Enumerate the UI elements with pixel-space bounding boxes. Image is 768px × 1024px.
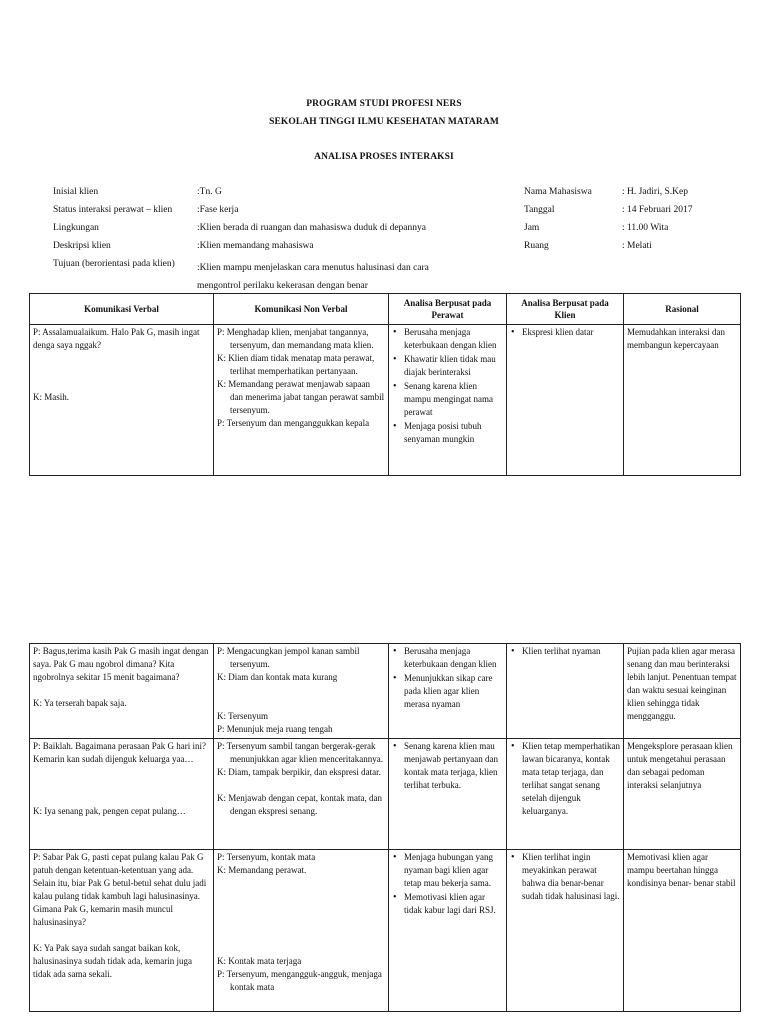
spacer (217, 929, 385, 955)
list-item: • Senang karena klien mau menjawab pertanyaan dan kontak mata terjaga, klien terlihat terbuka. (392, 740, 503, 792)
document-title: ANALISA PROSES INTERAKSI (314, 152, 454, 162)
list-item: • Ekspresi klien datar (510, 326, 620, 339)
bullet-list (392, 326, 503, 446)
verbal-text: K: Masih. (33, 392, 69, 402)
interaction-table-continued (29, 643, 741, 1012)
non-verbal-text: P: Tersenyum, mengangguk-angguk, menjaga kontak mata (217, 969, 382, 992)
list-item: • Menjaga hubungan yang nyaman bagi klien agar tetap mau bekerja sama. (392, 851, 503, 890)
verbal-text: K: Iya senang pak, pengen cepat pulang… (33, 806, 186, 816)
bullet-list (510, 645, 620, 658)
non-verbal-cell (214, 850, 389, 1012)
analisa-perawat-cell (389, 644, 507, 739)
spacer (33, 929, 210, 942)
info-row (53, 241, 713, 259)
header-verbal: Komunikasi Verbal (30, 294, 214, 325)
list-item: • Menjaga posisi tubuh senyaman mungkin (392, 420, 503, 446)
deskripsi-label: Deskripsi klien (53, 241, 111, 251)
rasional-cell: Pujian pada klien agar merasa senang dan mau berinteraksi lebih lanjut. Penentuan tempat dan waktu sesuai keinginan klien sehingga tidak mengganggu. (624, 644, 741, 739)
table-row (30, 739, 741, 850)
rasional-cell: Mengeksplore perasaan klien untuk mengetahui perasaan dan sebagai pedoman interaksi selanjutnya (624, 739, 741, 850)
header-analisa-perawat: Analisa Berpusat pada Perawat (389, 294, 507, 325)
inisial-value: :Tn. G (197, 187, 222, 197)
info-row (53, 205, 713, 223)
table-row (30, 325, 741, 476)
spacer (33, 792, 210, 805)
verbal-cell (30, 644, 214, 739)
spacer (33, 766, 210, 792)
list-item: • Berusaha menjaga keterbukaan dengan klien (392, 645, 503, 671)
non-verbal-cell (214, 739, 389, 850)
verbal-text: P: Assalamualaikum. Halo Pak G, masih ingat denga saya nggak? (33, 327, 200, 350)
nama-label: Nama Mahasiswa (524, 187, 592, 197)
list-item: • Klien terlihat ingin meyakinkan perawat bahwa dia benar-benar sudah tidak halusinasi lagi. (510, 851, 620, 903)
analisa-klien-cell (507, 739, 624, 850)
rasional-cell: Memotivasi klien agar mampu beertahan hingga kondisinya benar- benar stabil (624, 850, 741, 1012)
rasional-cell: Memudahkan interaksi dan membangun kepercayaan (624, 325, 741, 476)
analisa-perawat-cell (389, 850, 507, 1012)
non-verbal-text: P: Menunjuk meja ruang tengah (217, 724, 333, 734)
verbal-text: K: Ya Pak saya sudah sangat baikan kok, halusinasinya sudah tidak ada, kemarin juga tidak ada sama sekali. (33, 943, 192, 979)
tujuan-value: :Klien mampu menjelaskan cara menutus halusinasi dan cara mengontrol perilaku kekerasan dengan benar (197, 263, 429, 291)
list-item: • Berusaha menjaga keterbukaan dengan klien (392, 326, 503, 352)
non-verbal-text: K: Memandang perawat. (217, 865, 307, 875)
list-item: • Klien tetap memperhatikan lawan bicaranya, kontak mata tetap terjaga, dan terlihat sangat senang setelah dijenguk keluarganya. (510, 740, 620, 818)
spacer (33, 378, 210, 391)
non-verbal-text: P: Tersenyum dan menganggukkan kepala (217, 418, 370, 428)
verbal-text: P: Baiklah. Bagaimana perasaan Pak G hari ini? Kemarin kan sudah dijenguk keluarga yaa… (33, 741, 206, 764)
spacer (33, 684, 210, 697)
list-item: • Khawatir klien tidak mau diajak berinteraksi (392, 353, 503, 379)
info-row (53, 259, 713, 291)
verbal-cell (30, 850, 214, 1012)
verbal-text: K: Ya terserah bapak saja. (33, 698, 127, 708)
non-verbal-text: K: Diam, tampak berpikir, dan ekspresi datar. (217, 767, 381, 777)
non-verbal-text: K: Memandang perawat menjawab sapaan dan menerima jabat tangan perawat sambil tersenyum. (217, 379, 385, 415)
interaction-table (29, 293, 741, 476)
analisa-klien-cell (507, 644, 624, 739)
bullet-list (510, 740, 620, 818)
list-item: • Senang karena klien mampu mengingat nama perawat (392, 380, 503, 419)
table-row (30, 644, 741, 739)
deskripsi-value: :Klien memandang mahasiswa (197, 241, 314, 251)
nama-value: : H. Jadiri, S.Kep (622, 187, 688, 197)
status-label: Status interaksi perawat – klien (53, 205, 173, 215)
non-verbal-cell (214, 644, 389, 739)
list-item: • Memotivasi klien agar tidak kabur lagi dari RSJ. (392, 891, 503, 917)
non-verbal-text: K: Kontak mata terjaga (217, 956, 302, 966)
non-verbal-text: P: Tersenyum sambil tangan bergerak-gerak menunjukkan agar klien menceritakannya. (217, 741, 383, 764)
non-verbal-text: K: Menjawab dengan cepat, kontak mata, dan dengan ekspresi senang. (217, 793, 382, 816)
non-verbal-text: K: Tersenyum (217, 711, 268, 721)
spacer (217, 779, 385, 792)
bullet-list (392, 851, 503, 917)
non-verbal-cell (214, 325, 389, 476)
spacer (33, 352, 210, 378)
status-value: :Fase kerja (197, 205, 239, 215)
info-row (53, 187, 713, 205)
lingkungan-value: :Klien berada di ruangan dan mahasiswa duduk di depannya (197, 223, 426, 233)
lingkungan-label: Lingkungan (53, 223, 99, 233)
non-verbal-text: K: Klien diam tidak menatap mata perawat, terlihat memperhatikan pertanyaan. (217, 353, 375, 376)
non-verbal-text: P: Tersenyum, kontak mata (217, 852, 316, 862)
bullet-list (510, 851, 620, 903)
inisial-label: Inisial klien (53, 187, 99, 197)
jam-value: : 11.00 Wita (622, 223, 669, 233)
list-item: • Menunjukkan sikap care pada klien agar klien merasa nyaman (392, 672, 503, 711)
analisa-klien-cell (507, 325, 624, 476)
tujuan-label: Tujuan (berorientasi pada klien) (53, 259, 175, 269)
spacer (217, 877, 385, 903)
analisa-perawat-cell (389, 325, 507, 476)
non-verbal-text: K: Diam dan kontak mata kurang (217, 672, 338, 682)
ruang-label: Ruang (524, 241, 549, 251)
ruang-value: : Melati (622, 241, 652, 251)
verbal-text: P: Bagus,terima kasih Pak G masih ingat dengan saya. Pak G mau ngobrol dimana? Kita ngobrolnya sekitar 15 menit bagaimana? (33, 646, 209, 682)
non-verbal-text: P: Mengacungkan jempol kanan sambil tersenyum. (217, 646, 360, 669)
bullet-list (510, 326, 620, 339)
analisa-klien-cell (507, 850, 624, 1012)
analisa-perawat-cell (389, 739, 507, 850)
verbal-cell (30, 325, 214, 476)
list-item: • Klien terlihat nyaman (510, 645, 620, 658)
info-section (53, 187, 713, 291)
non-verbal-text: P: Menghadap klien, menjabat tangannya, tersenyum, dan memandang mata klien. (217, 327, 374, 350)
tanggal-label: Tanggal (524, 205, 555, 215)
header-rasional: Rasional (624, 294, 741, 325)
bullet-list (392, 740, 503, 792)
jam-label: Jam (524, 223, 540, 233)
school-title: SEKOLAH TINGGI ILMU KESEHATAN MATARAM (269, 117, 499, 127)
verbal-cell (30, 739, 214, 850)
spacer (217, 684, 385, 710)
table-header-row (30, 294, 741, 325)
program-title: PROGRAM STUDI PROFESI NERS (306, 99, 462, 109)
table-row (30, 850, 741, 1012)
header-analisa-klien: Analisa Berpusat pada Klien (507, 294, 624, 325)
spacer (217, 903, 385, 929)
tanggal-value: : 14 Februari 2017 (622, 205, 693, 215)
info-row (53, 223, 713, 241)
verbal-text: P: Sabar Pak G, pasti cepat pulang kalau Pak G patuh dengan ketentuan-ketentuan yang ada. Selain itu, biar Pak G betul-betul sehat dulu jadi kalau pulang tidak kambuh lagi halusinasinya. Gimana Pak G, kemarin masih muncul halusinasinya? (33, 852, 207, 927)
header-non-verbal: Komunikasi Non Verbal (214, 294, 389, 325)
bullet-list (392, 645, 503, 711)
